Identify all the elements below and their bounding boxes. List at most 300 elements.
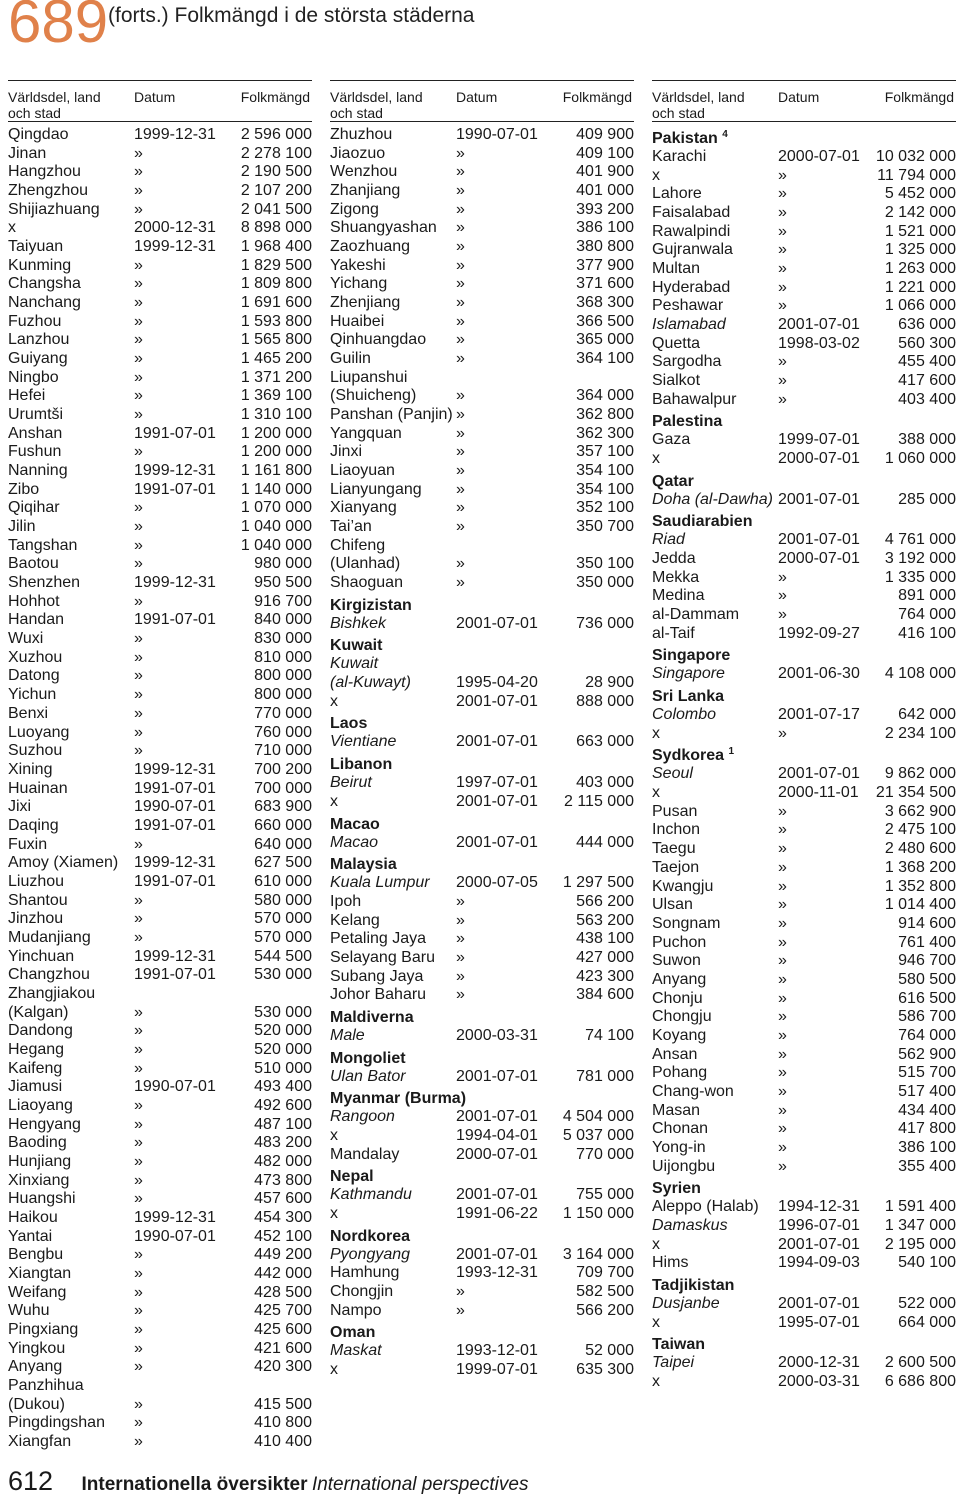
date-cell: » (134, 368, 143, 386)
section-title-en: International perspectives (311, 1474, 529, 1495)
city-name: Mekka (652, 568, 700, 586)
table-row (8, 1228, 312, 1247)
population-cell: 388 000 (898, 431, 956, 449)
population-cell: 403 000 (576, 774, 634, 792)
table-row (8, 854, 312, 873)
population-cell: 2 190 500 (240, 163, 312, 181)
country-heading (330, 1164, 634, 1186)
date-cell: » (778, 1045, 787, 1063)
table-row (8, 1097, 312, 1116)
city-name: Lahore (652, 185, 702, 203)
table-row (652, 784, 956, 803)
city-name: Baoding (8, 1134, 67, 1152)
city-name: Yichun (8, 686, 57, 704)
city-name: Kuala Lumpur (330, 874, 430, 892)
city-name: (Ulanhad) (330, 555, 401, 573)
date-cell: » (134, 182, 143, 200)
population-cell: 810 000 (254, 648, 312, 666)
population-cell: 1 368 200 (884, 858, 956, 876)
city-name: (al-Kuwayt) (330, 674, 411, 692)
country-name: Nordkorea (330, 1227, 411, 1245)
date-cell: 2001-07-01 (456, 692, 538, 710)
table-row (8, 555, 312, 574)
table-row (8, 1134, 312, 1153)
city-name: x (652, 450, 660, 468)
date-cell: » (134, 704, 143, 722)
table-row (8, 481, 312, 500)
table-row (330, 201, 634, 220)
population-cell: 2 107 200 (240, 182, 312, 200)
city-name: Urumtši (8, 406, 64, 424)
date-cell: 2000-07-01 (778, 550, 860, 568)
city-name: Rangoon (330, 1108, 395, 1126)
city-name: Liaoyuan (330, 462, 395, 480)
page-number: 612 (8, 1466, 54, 1496)
date-cell: 1999-12-31 (134, 574, 216, 592)
city-name: Zaozhuang (330, 238, 411, 256)
table-row (330, 182, 634, 201)
population-cell: 350 000 (576, 574, 634, 592)
city-name: x (652, 1235, 660, 1253)
date-cell: » (134, 536, 143, 554)
table-row (8, 1396, 312, 1415)
table-row (652, 1295, 956, 1314)
table-row (8, 1265, 312, 1284)
table-column-2 (330, 80, 634, 1380)
table-row (8, 1004, 312, 1023)
city-name: Xianyang (330, 499, 397, 517)
population-cell: 627 500 (254, 854, 312, 872)
population-cell: 1 829 500 (240, 256, 312, 274)
population-cell: 352 100 (576, 499, 634, 517)
table-column-3 (652, 80, 956, 1392)
table-row (652, 821, 956, 840)
population-cell: 5 452 000 (884, 185, 956, 203)
population-cell: 1 325 000 (884, 241, 956, 259)
population-cell: 482 000 (254, 1152, 312, 1170)
population-cell: 2 041 500 (240, 200, 312, 218)
table-row (330, 126, 634, 145)
date-cell: » (778, 1082, 787, 1100)
city-name: Tai’an (330, 518, 372, 536)
header-city: Världsdel, land och stad (8, 89, 101, 121)
table-row (652, 625, 956, 644)
city-name: Qingdao (8, 126, 69, 143)
city-name: Amoy (Xiamen) (8, 854, 119, 872)
population-cell: 570 000 (254, 910, 312, 928)
date-cell: » (456, 555, 465, 573)
population-cell: 6 686 800 (884, 1372, 956, 1390)
city-name: Peshawar (652, 297, 724, 315)
city-name: x (8, 219, 16, 237)
table-row (652, 706, 956, 725)
city-name: Fuzhou (8, 312, 62, 330)
date-cell: » (456, 574, 465, 592)
table-row (330, 986, 634, 1005)
city-name: Ulan Bator (330, 1067, 406, 1085)
population-cell: 409 900 (576, 126, 634, 143)
population-cell: 1 060 000 (884, 450, 956, 468)
table-row (330, 406, 634, 425)
table-row (8, 462, 312, 481)
population-cell: 520 000 (254, 1040, 312, 1058)
date-cell: 2001-07-01 (456, 833, 538, 851)
date-cell: 2000-12-31 (778, 1354, 860, 1372)
table-row (8, 1172, 312, 1191)
city-name: Songnam (652, 914, 721, 932)
table-row (652, 1008, 956, 1027)
date-cell: 1991-07-01 (134, 966, 216, 984)
country-heading (330, 593, 634, 615)
population-cell: 401 900 (576, 163, 634, 181)
date-cell: » (778, 568, 787, 586)
table-row (8, 182, 312, 201)
table-row (8, 836, 312, 855)
header-population: Folkmängd (240, 89, 310, 105)
table-row (652, 260, 956, 279)
population-cell: 350 100 (576, 555, 634, 573)
city-name: Inchon (652, 821, 701, 839)
table-row (8, 892, 312, 911)
table-row (652, 1236, 956, 1255)
date-cell: » (134, 256, 143, 274)
table-row (8, 985, 312, 1004)
country-heading (652, 684, 956, 706)
population-cell: 401 000 (576, 182, 634, 200)
city-name: Hengyang (8, 1115, 81, 1133)
population-cell: 416 100 (898, 624, 956, 642)
date-cell: » (134, 592, 143, 610)
city-name: Yong-in (652, 1138, 706, 1156)
table-row (652, 335, 956, 354)
population-cell: 616 500 (898, 989, 956, 1007)
population-cell: 425 600 (254, 1321, 312, 1338)
city-name: Wenzhou (330, 163, 398, 181)
country-heading (330, 633, 634, 655)
header-city: Världsdel, land och stad (330, 89, 423, 121)
population-cell: 562 900 (898, 1045, 956, 1063)
city-name: Xiangtan (8, 1264, 72, 1282)
population-cell: 421 600 (254, 1339, 312, 1357)
population-cell: 2 234 100 (884, 724, 956, 742)
table-row (652, 1354, 956, 1373)
population-cell: 1 221 000 (884, 278, 956, 296)
population-cell: 415 500 (254, 1395, 312, 1413)
date-cell: » (778, 185, 787, 203)
population-cell: 1 347 000 (884, 1216, 956, 1234)
date-cell: » (134, 630, 143, 648)
city-name: Huainan (8, 779, 68, 797)
population-cell: 52 000 (585, 1342, 634, 1360)
city-name: Xining (8, 760, 53, 778)
date-cell: » (456, 462, 465, 480)
population-cell: 781 000 (576, 1067, 634, 1085)
city-name: Shuangyashan (330, 219, 437, 237)
city-name: Changzhou (8, 966, 90, 984)
table-row (330, 793, 634, 812)
date-cell: 1998-03-02 (778, 334, 860, 352)
table-row (8, 313, 312, 332)
city-name: Xuzhou (8, 648, 63, 666)
table-row (652, 569, 956, 588)
country-heading (652, 126, 956, 148)
header-date: Datum (134, 89, 176, 105)
table-row (652, 491, 956, 510)
population-cell: 2 600 500 (884, 1354, 956, 1372)
city-name: Uijongbu (652, 1157, 716, 1175)
city-name: Guilin (330, 350, 371, 368)
population-cell: 3 164 000 (562, 1245, 634, 1263)
city-name: Kuwait (330, 655, 379, 673)
city-name: x (330, 692, 338, 710)
city-name: Panzhihua (8, 1377, 84, 1395)
city-name: Hyderabad (652, 278, 731, 296)
date-cell: » (778, 970, 787, 988)
population-cell: 417 600 (898, 372, 956, 390)
date-cell: » (456, 144, 465, 162)
country-name: Oman (330, 1324, 376, 1342)
population-cell: 709 700 (576, 1264, 634, 1282)
date-cell: 2001-07-01 (778, 531, 860, 549)
population-cell: 2 596 000 (240, 126, 312, 143)
population-cell: 510 000 (254, 1059, 312, 1077)
city-name: Maskat (330, 1342, 382, 1360)
population-cell: 1 968 400 (240, 238, 312, 256)
city-name: Ipoh (330, 892, 362, 910)
population-cell: 425 700 (254, 1302, 312, 1320)
date-cell: » (778, 840, 787, 858)
city-name: Ulsan (652, 896, 693, 914)
table-row (330, 1361, 634, 1380)
population-cell: 3 662 900 (884, 802, 956, 820)
city-name: Zibo (8, 480, 40, 498)
table-row (8, 1116, 312, 1135)
country-name: Mongoliet (330, 1049, 406, 1067)
population-cell: 1 465 200 (240, 350, 312, 368)
date-cell: » (134, 1264, 143, 1282)
date-cell: » (456, 1301, 465, 1319)
country-name: Syrien (652, 1180, 701, 1198)
date-cell: » (456, 480, 465, 498)
city-name: Dusjanbe (652, 1294, 720, 1312)
population-cell: 483 200 (254, 1134, 312, 1152)
population-cell: 664 000 (898, 1313, 956, 1331)
date-cell: » (134, 1096, 143, 1114)
city-name: Faisalabad (652, 204, 731, 222)
population-cell: 4 761 000 (884, 531, 956, 549)
city-name: Changsha (8, 275, 81, 293)
date-cell: 1990-07-01 (134, 1078, 216, 1096)
city-name: Jinzhou (8, 910, 64, 928)
population-cell: 364 000 (576, 387, 634, 405)
date-cell: » (134, 1059, 143, 1077)
city-name: Shenzhen (8, 574, 81, 592)
population-cell: 660 000 (254, 816, 312, 834)
population-cell: 1 565 800 (240, 331, 312, 349)
date-cell: » (134, 387, 143, 405)
city-name: Hangzhou (8, 163, 81, 181)
date-cell: » (456, 986, 465, 1004)
country-heading (330, 852, 634, 874)
table-row (330, 313, 634, 332)
population-cell: 442 000 (254, 1264, 312, 1282)
table-row (330, 257, 634, 276)
table-column-1 (8, 80, 312, 1452)
city-name: Wuhu (8, 1302, 50, 1320)
date-cell: 2001-07-01 (456, 1186, 538, 1204)
city-name: Medina (652, 587, 705, 605)
city-name: Luoyang (8, 723, 70, 741)
city-name: Quetta (652, 334, 701, 352)
section-title-sv: Internationella översikter (81, 1474, 308, 1495)
population-cell: 354 100 (576, 480, 634, 498)
city-name: Macao (330, 833, 379, 851)
city-name: Baotou (8, 555, 59, 573)
table-row (8, 1414, 312, 1433)
city-name: Selayang Baru (330, 948, 435, 966)
table-row (8, 966, 312, 985)
date-cell: » (778, 222, 787, 240)
table-row (330, 1342, 634, 1361)
country-name: Macao (330, 815, 380, 833)
date-cell: 2000-07-01 (456, 1145, 538, 1163)
population-cell: 946 700 (898, 952, 956, 970)
city-name: Zhangjiakou (8, 984, 96, 1002)
date-cell: » (134, 891, 143, 909)
date-cell: » (778, 933, 787, 951)
city-name: Islamabad (652, 316, 726, 334)
city-name: Chang-won (652, 1082, 734, 1100)
city-name: Panshan (Panjin) (330, 406, 453, 424)
date-cell: 1991-07-01 (134, 480, 216, 498)
table-row (652, 952, 956, 971)
city-name: Nanning (8, 462, 68, 480)
city-name: Chonju (652, 989, 703, 1007)
city-name: Zhengzhou (8, 182, 89, 200)
city-name: Yangquan (330, 424, 402, 442)
table-row (330, 1205, 634, 1224)
population-cell: 449 200 (254, 1246, 312, 1264)
city-name: Kunming (8, 256, 72, 274)
population-cell: 1 593 800 (240, 312, 312, 330)
date-cell: 1991-07-01 (134, 779, 216, 797)
date-cell: 2000-03-31 (778, 1372, 860, 1390)
table-row (330, 1186, 634, 1205)
date-cell: » (134, 331, 143, 349)
city-name: (Dukou) (8, 1395, 65, 1413)
table-row (8, 1153, 312, 1172)
city-name: Damaskus (652, 1216, 728, 1234)
population-cell: 530 000 (254, 1003, 312, 1021)
population-cell: 357 100 (576, 443, 634, 461)
table-row (8, 1433, 312, 1452)
table-row (652, 1373, 956, 1392)
population-cell: 710 000 (254, 742, 312, 760)
country-name: Kirgizistan (330, 596, 412, 614)
population-cell: 2 278 100 (240, 144, 312, 162)
column-header (652, 80, 956, 122)
city-name: Ningbo (8, 368, 59, 386)
table-row (330, 443, 634, 462)
country-heading (652, 409, 956, 431)
table-row (330, 1127, 634, 1146)
city-name: Pingdingshan (8, 1414, 105, 1432)
population-cell: 487 100 (254, 1115, 312, 1133)
table-row (8, 667, 312, 686)
date-cell: » (456, 892, 465, 910)
table-row (330, 893, 634, 912)
table-row (8, 145, 312, 164)
country-heading (330, 1046, 634, 1068)
city-name: Lianyungang (330, 480, 422, 498)
date-cell: » (456, 424, 465, 442)
population-cell: 285 000 (898, 490, 956, 508)
city-name: x (652, 166, 660, 184)
date-cell: » (134, 1115, 143, 1133)
table-row (8, 1340, 312, 1359)
city-name: x (652, 1372, 660, 1390)
population-cell: 515 700 (898, 1064, 956, 1082)
table-row (330, 1302, 634, 1321)
date-cell: » (134, 1022, 143, 1040)
table-row (8, 649, 312, 668)
date-cell: » (134, 667, 143, 685)
country-name: Sri Lanka (652, 688, 725, 706)
table-row (8, 780, 312, 799)
date-cell: » (134, 1190, 143, 1208)
population-cell: 410 800 (254, 1414, 312, 1432)
table-row (330, 674, 634, 693)
city-name: Zigong (330, 200, 379, 218)
population-cell: 980 000 (254, 555, 312, 573)
date-cell: » (456, 406, 465, 424)
country-name: Sydkorea $^1$ (652, 746, 735, 765)
table-row (330, 238, 634, 257)
date-cell: » (134, 518, 143, 536)
date-cell: » (778, 1064, 787, 1082)
date-cell: » (456, 443, 465, 461)
city-name: Zhanjiang (330, 182, 401, 200)
date-cell: » (456, 948, 465, 966)
table-row (330, 387, 634, 406)
table-row (330, 615, 634, 634)
population-cell: 364 100 (576, 350, 634, 368)
date-cell: » (778, 1120, 787, 1138)
table-row (330, 331, 634, 350)
population-cell: 454 300 (254, 1208, 312, 1226)
city-name: Wuxi (8, 630, 44, 648)
population-cell: 566 200 (576, 892, 634, 910)
table-row (652, 665, 956, 684)
population-cell: 1 369 100 (240, 387, 312, 405)
city-name: Rawalpindi (652, 222, 731, 240)
city-name: Chongjin (330, 1282, 394, 1300)
city-name: Tangshan (8, 536, 78, 554)
header-population: Folkmängd (562, 89, 632, 105)
city-name: Liupanshui (330, 368, 408, 386)
city-name: Hefei (8, 387, 46, 405)
date-cell: » (134, 144, 143, 162)
population-cell: 755 000 (576, 1186, 634, 1204)
city-name: Puchon (652, 933, 707, 951)
population-cell: 393 200 (576, 200, 634, 218)
city-name: Suzhou (8, 742, 63, 760)
table-row (652, 1027, 956, 1046)
table-row (330, 930, 634, 949)
population-cell: 800 000 (254, 667, 312, 685)
population-cell: 914 600 (898, 914, 956, 932)
table-row (330, 1068, 634, 1087)
